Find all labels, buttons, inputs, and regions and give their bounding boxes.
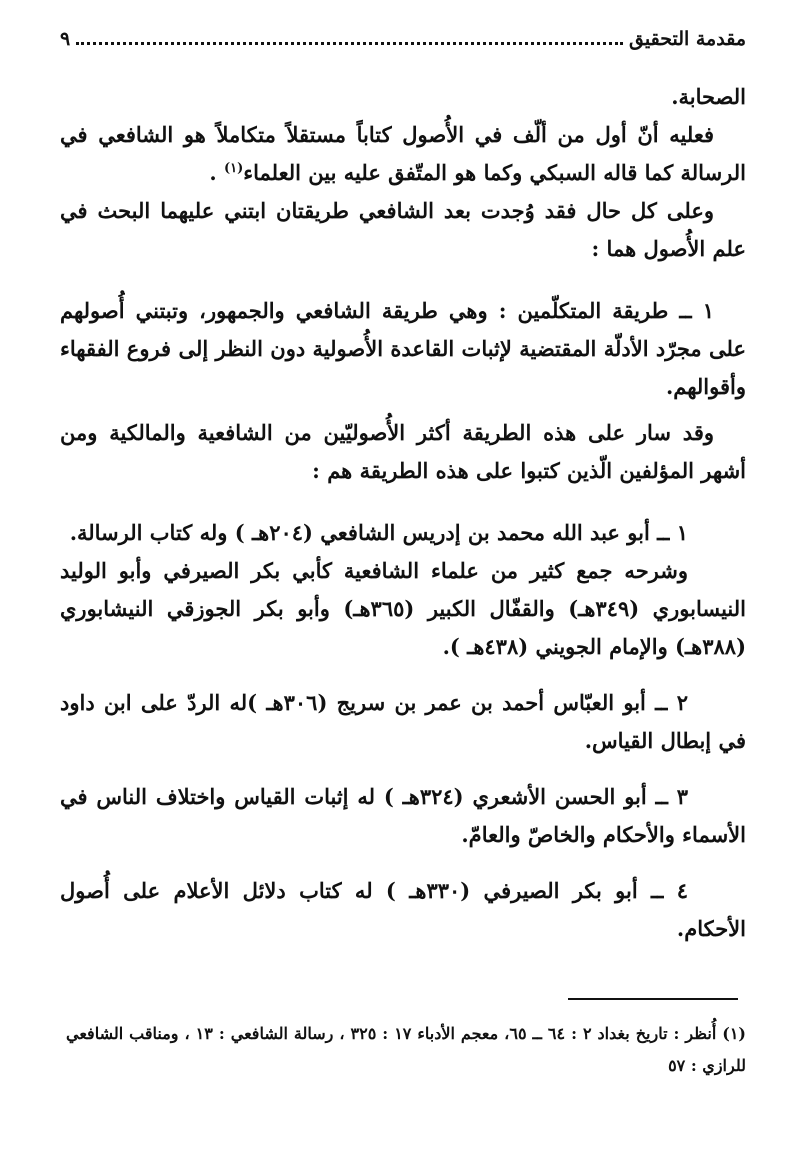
paragraph-2	[60, 116, 746, 192]
list-item-3: ٣ ــ أبو الحسن الأشعري (٣٢٤هـ ) له إثبات القياس واختلاف الناس في الأسماء والأحكام والخاصّ والعامّ.	[60, 784, 746, 847]
list-item-1-commentary: وشرحه جمع كثير من علماء الشافعية كأبي بكر الصيرفي وأبو الوليد النيسابوري (٣٤٩هـ) والقفّال الكبير (٣٦٥هـ) وأبو بكر الجوزقي النيشابوري (٣٨٨هـ) والإمام الجويني (٤٣٨هـ ).	[60, 558, 746, 659]
footnote-marker: (١)	[223, 161, 244, 176]
paragraph-5: وقد سار على هذه الطريقة أكثر الأُصوليّين من الشافعية والمالكية ومن أشهر المؤلفين الّذين كتبوا على هذه الطريقة هم :	[60, 420, 746, 483]
list-item-1: ١ ــ أبو عبد الله محمد بن إدريس الشافعي (٢٠٤هـ ) وله كتاب الرسالة.	[69, 520, 688, 545]
paragraph-4: ١ ــ طريقة المتكلّمين : وهي طريقة الشافعي والجمهور، وتبتني أُصولهم على مجرّد الأدلّة المقتضية لإثبات القاعدة الأُصولية دون النظر إلى فروع الفقهاء وأقوالهم.	[60, 298, 746, 399]
paragraph-2-end: .	[209, 160, 224, 185]
running-header	[60, 30, 746, 49]
header-dot-leader	[76, 42, 623, 45]
footnote-separator	[568, 998, 738, 1000]
paragraph-2-text: فعليه أنّ أول من ألّف في الأُصول كتاباً مستقلاً متكاملاً هو الشافعي في الرسالة كما قاله السبكي وكما هو المتّفق عليه بين العلماء	[60, 122, 746, 185]
list-item-2: ٢ ــ أبو العبّاس أحمد بن عمر بن سريج (٣٠٦هـ )له الردّ على ابن داود في إبطال القياس.	[60, 690, 746, 753]
page-number: ٩	[60, 28, 71, 50]
paragraph-1: الصحابة.	[671, 84, 746, 109]
main-text	[60, 78, 746, 948]
paragraph-3: وعلى كل حال فقد وُجدت بعد الشافعي طريقتان ابتني عليهما البحث في علم الأُصول هما :	[60, 198, 746, 261]
header-title: مقدمة التحقيق	[629, 28, 746, 50]
footnote: (١) أُنظر : تاريخ بغداد ٢ : ٦٤ ــ ٦٥، معجم الأدباء ١٧ : ٣٢٥ ، رسالة الشافعي : ١٣ ، ومناقب الشافعي للرازي : ٥٧	[66, 1024, 746, 1075]
list-item-4: ٤ ــ أبو بكر الصيرفي (٣٣٠هـ ) له كتاب دلائل الأعلام على أُصول الأحكام.	[60, 878, 746, 941]
